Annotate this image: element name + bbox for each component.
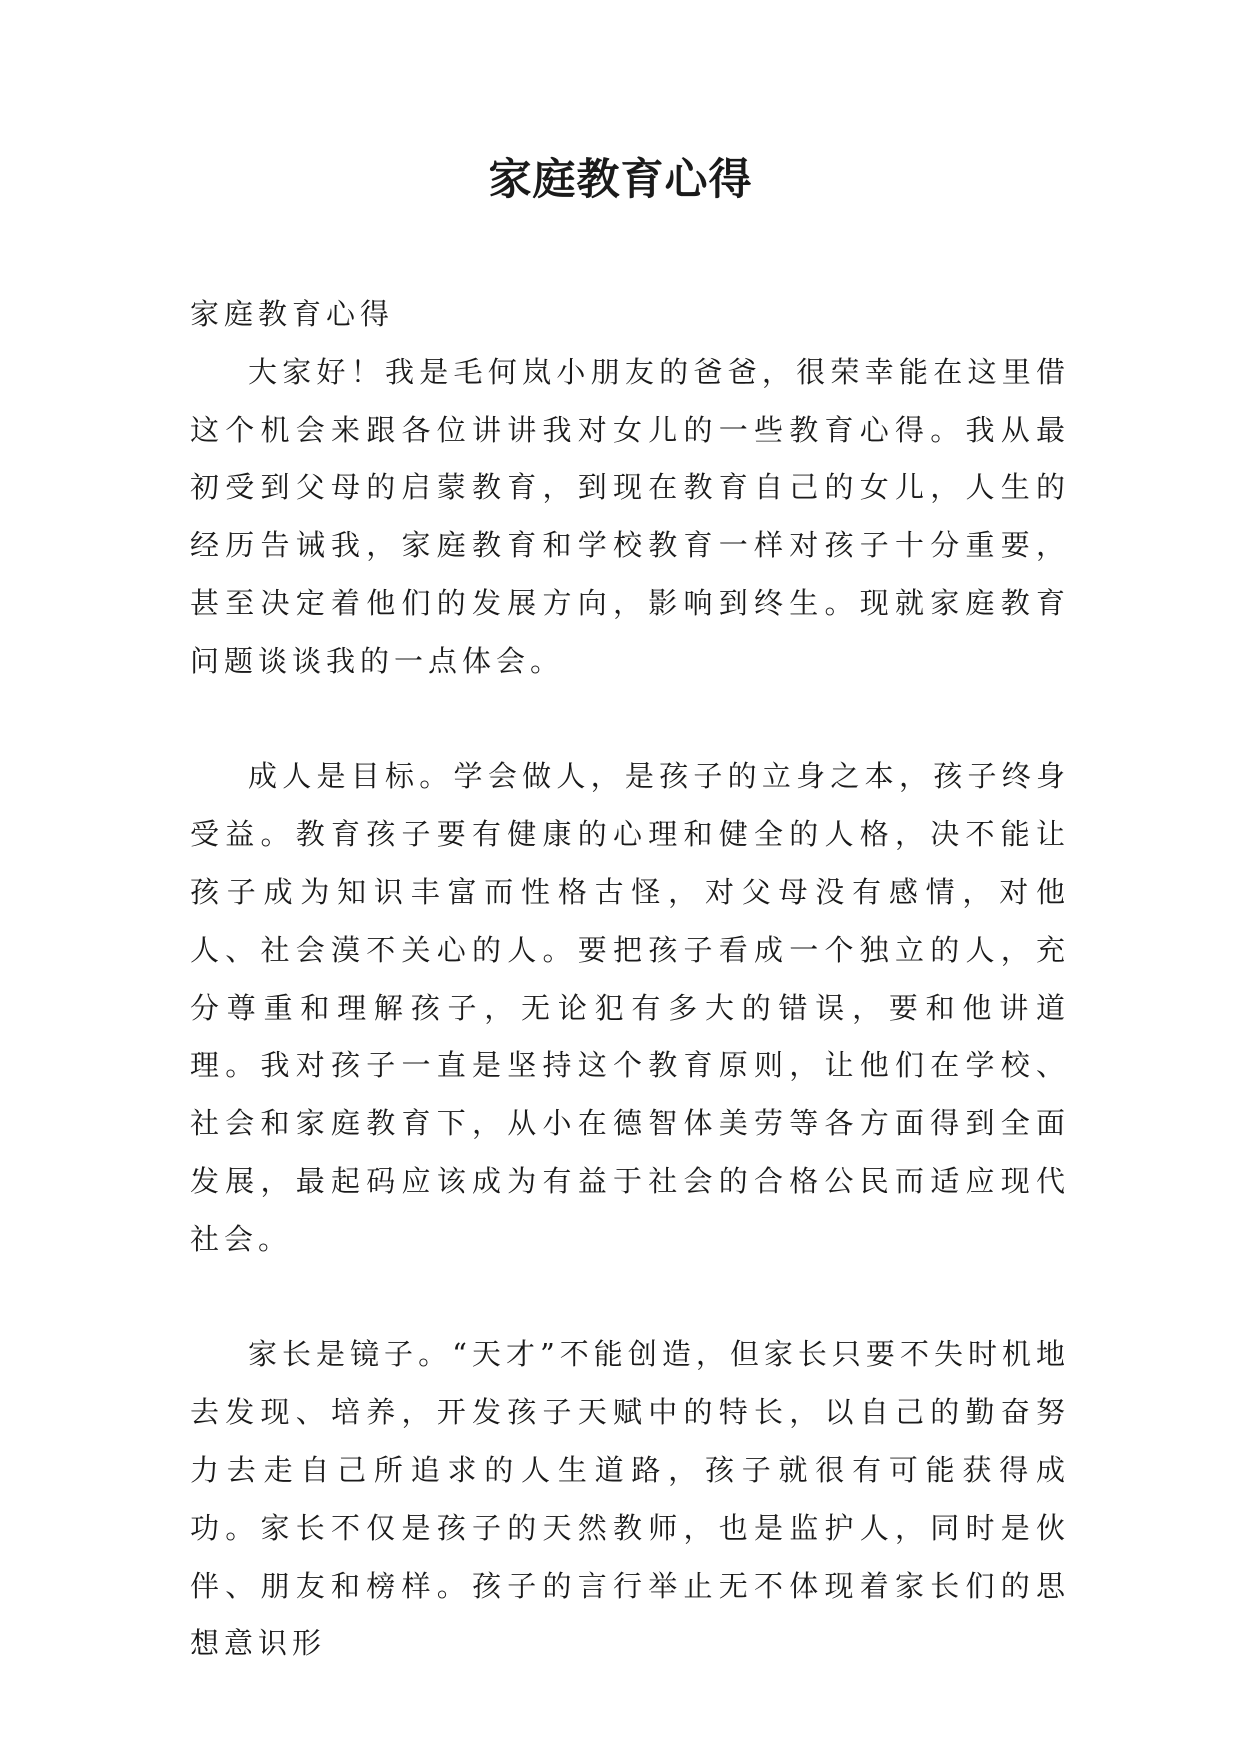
document-body [190, 286, 1070, 1673]
paragraph-mirror: 家长是镜子。“天才”不能创造，但家长只要不失时机地去发现、培养，开发孩子天赋中的特长，以自己的勤奋努力去走自己所追求的人生道路，孩子就很有可能获得成功。家长不仅是孩子的天然教师，也是监护人，同时是伙伴、朋友和榜样。孩子的言行举止无不体现着家长们的思想意识形 [190, 1337, 1070, 1661]
paragraph-goal: 成人是目标。学会做人，是孩子的立身之本，孩子终身受益。教育孩子要有健康的心理和健全的人格，决不能让孩子成为知识丰富而性格古怪，对父母没有感情，对他人、社会漠不关心的人。要把孩子看成一个独立的人，充分尊重和理解孩子，无论犯有多大的错误，要和他讲道理。我对孩子一直是坚持这个教育原则，让他们在学校、社会和家庭教育下，从小在德智体美劳等各方面得到全面发展，最起码应该成为有益于社会的合格公民而适应现代社会。 [190, 759, 1070, 1256]
document-title: 家庭教育心得 [488, 155, 753, 205]
paragraph-intro: 大家好！我是毛何岚小朋友的爸爸，很荣幸能在这里借这个机会来跟各位讲讲我对女儿的一些教育心得。我从最初受到父母的启蒙教育，到现在教育自己的女儿，人生的经历告诫我，家庭教育和学校教育一样对孩子十分重要，甚至决定着他们的发展方向，影响到终生。现就家庭教育问题谈谈我的一点体会。 [190, 354, 1070, 678]
section-subheading: 家庭教育心得 [190, 297, 395, 331]
